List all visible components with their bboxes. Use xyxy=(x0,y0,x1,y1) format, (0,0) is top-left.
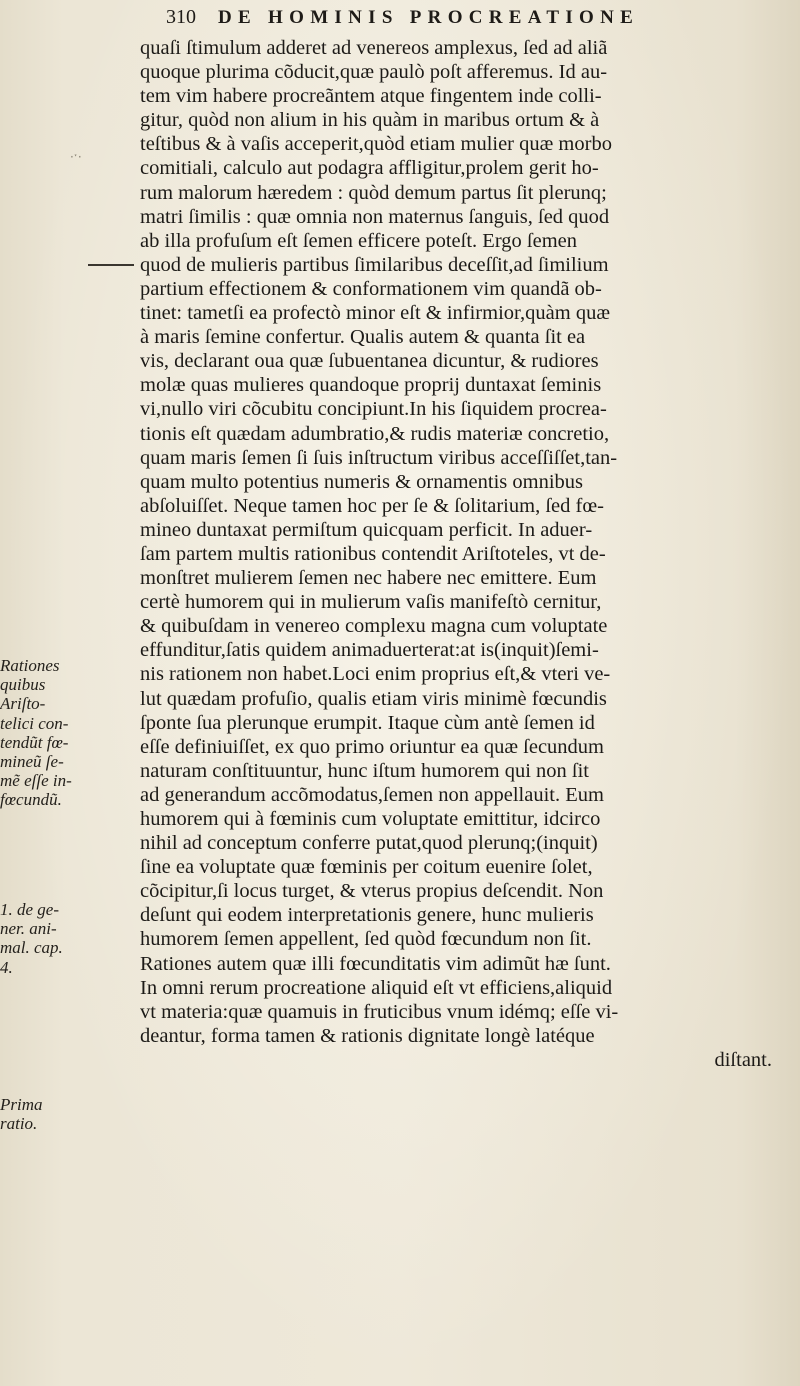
body-line: quam maris ſemen ſi ſuis inſtructum viribus acceſſiſſet,tan- xyxy=(140,446,618,469)
body-line: ſponte ſua plerunque erumpit. Itaque cùm antè ſemen id xyxy=(140,711,595,734)
body-line: partium effectionem & conformationem vim quandã ob- xyxy=(140,277,602,300)
body-line: nis rationem non habet.Loci enim proprius eſt,& vteri ve- xyxy=(140,663,611,686)
running-title: DE HOMINIS PROCREATIONE xyxy=(218,7,640,28)
body-line: vi,nullo viri cõcubitu concipiunt.In his ſiquidem procrea- xyxy=(140,398,607,421)
margin-note-line: tendũt fœ- xyxy=(0,732,69,752)
body-line: humorem ſemen appellent, ſed quòd fœcundum non ſit. xyxy=(140,928,592,951)
body-line: quoque plurima cõducit,quæ paulò poſt afferemus. Id au- xyxy=(140,61,608,84)
margin-note-citation xyxy=(0,900,142,977)
body-line: nihil ad conceptum conferre putat,quod plerunq;(inquit) xyxy=(140,832,598,855)
margin-note-line: telici con- xyxy=(0,713,69,733)
margin-note-line: ratio. xyxy=(0,1114,38,1134)
body-line: ad generandum accõmodatus,ſemen non appellauit. Eum xyxy=(140,783,604,806)
body-line: mineo duntaxat permiſtum quicquam perficit. In aduer- xyxy=(140,518,593,541)
body-line: naturam conſtituuntur, hunc iſtum humorem qui non ſit xyxy=(140,759,589,782)
margin-note-line: mẽ eſſe in- xyxy=(0,771,72,791)
body-line: rum malorum hæredem : quòd demum partus ſit plerunq; xyxy=(140,181,607,204)
body-line: cõcipitur,ſi locus turget, & vterus propius deſcendit. Non xyxy=(140,880,604,903)
body-line: ſam partem multis rationibus contendit Ariſtoteles, vt de- xyxy=(140,542,606,565)
body-line: effunditur,ſatis quidem animaduerterat:at is(inquit)ſemi- xyxy=(140,639,599,662)
body-text xyxy=(140,36,800,1072)
body-line: vis, declarant oua quæ ſubuentanea dicuntur, & rudiores xyxy=(140,350,599,373)
margin-dash-mark xyxy=(88,264,134,266)
body-line: deſunt qui eodem interpretationis genere, hunc mulieris xyxy=(140,904,594,927)
body-line: tem vim habere procreãntem atque fingentem inde colli- xyxy=(140,85,602,108)
body-line: gitur, quòd non alium in his quàm in maribus ortum & à xyxy=(140,109,600,132)
body-line: certè humorem qui in mulierum vaſis manifeſtò cernitur, xyxy=(140,591,602,614)
body-line: tionis eſt quædam adumbratio,& rudis materiæ concretio, xyxy=(140,422,610,445)
body-line: abſoluiſſet. Neque tamen hoc per ſe & ſolitarium, ſed fœ- xyxy=(140,494,604,517)
margin-note-line: mal. cap. xyxy=(0,938,63,958)
paper-speck-mark: ·ˑ· xyxy=(70,150,82,164)
body-line: quam multo potentius numeris & ornamentis omnibus xyxy=(140,470,583,493)
margin-note-line: ner. ani- xyxy=(0,919,57,939)
margin-note-line: Ariſto- xyxy=(0,694,46,714)
body-line: & quibuſdam in venereo complexu magna cum voluptate xyxy=(140,615,608,638)
body-line: In omni rerum procreatione aliquid eſt vt efficiens,aliquid xyxy=(140,976,613,999)
body-line: quod de mulieris partibus ſimilaribus deceſſit,ad ſimilium xyxy=(140,253,609,276)
page-header xyxy=(166,6,766,36)
body-line: à maris ſemine confertur. Qualis autem & quanta ſit ea xyxy=(140,326,586,349)
margin-note-rationes xyxy=(0,656,142,810)
body-line: teſtibus & à vaſis acceperit,quòd etiam mulier quæ morbo xyxy=(140,133,612,156)
body-line: humorem qui à fœminis cum voluptate emittitur, idcirco xyxy=(140,808,601,830)
margin-note-line: mineũ ſe- xyxy=(0,751,64,771)
page-number: 310 xyxy=(166,6,196,28)
body-line: ſine ea voluptate quæ fœminis per coitum euenire ſolet, xyxy=(140,856,593,879)
body-line: Rationes autem quæ illi fœcunditatis vim adimũt hæ ſunt. xyxy=(140,952,611,975)
margin-note-line: 1. de ge- xyxy=(0,900,60,919)
body-line: comitiali, calculo aut podagra affligitur,prolem gerit ho- xyxy=(140,157,599,180)
body-line: matri ſimilis : quæ omnia non maternus ſanguis, ſed quod xyxy=(140,205,610,228)
body-line: tinet: tametſi ea profectò minor eſt & infirmior,quàm quæ xyxy=(140,302,610,325)
margin-note-line: Prima xyxy=(0,1095,43,1114)
body-line: deantur, forma tamen & rationis dignitate longè latéque xyxy=(140,1024,595,1047)
body-line: lut quædam profuſio, qualis etiam viris minimè fœcundis xyxy=(140,687,607,710)
body-line: molæ quas mulieres quandoque proprij duntaxat ſeminis xyxy=(140,374,602,397)
body-line: ab illa profuſum eſt ſemen efficere poteſt. Ergo ſemen xyxy=(140,229,577,252)
margin-note-line: fœcundũ. xyxy=(0,790,62,810)
body-line: eſſe definiuiſſet, ex quo primo oriuntur ea quæ ſecundum xyxy=(140,735,604,758)
body-line: vt materia:quæ quamuis in fruticibus vnum idémq; eſſe vi- xyxy=(140,1000,619,1023)
margin-note-line: Rationes xyxy=(0,656,60,675)
margin-note-line: quibus xyxy=(0,675,46,695)
body-line: monſtret mulierem ſemen nec habere nec emittere. Eum xyxy=(140,567,597,590)
body-line: diſtant. xyxy=(714,1048,772,1071)
margin-note-prima-ratio xyxy=(0,1095,142,1133)
body-line: quaſi ſtimulum adderet ad venereos amplexus, ſed ad aliã xyxy=(140,37,608,59)
margin-note-line: 4. xyxy=(0,957,13,977)
